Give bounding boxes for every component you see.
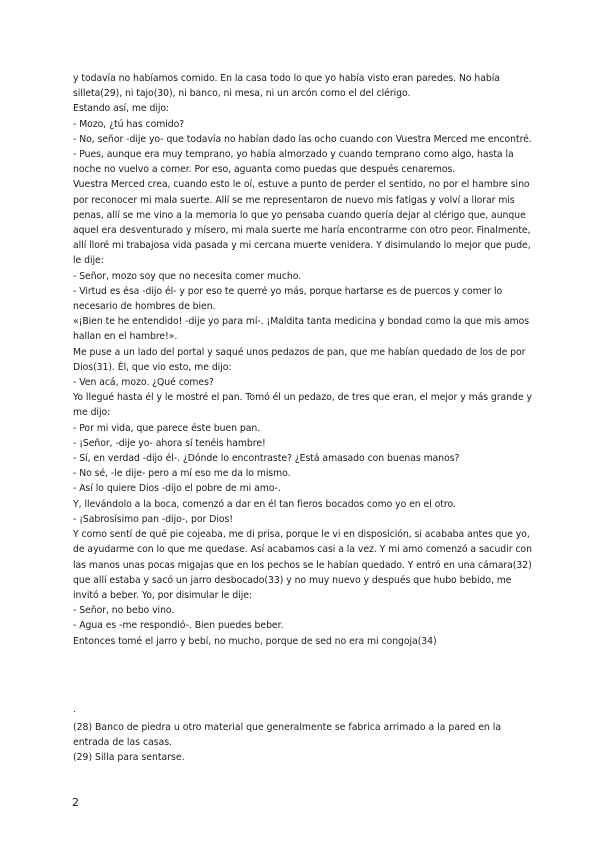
paragraph: y todavía no habíamos comido. En la casa todo lo que yo había visto eran paredes. No había silleta(29), ni tajo(30), ni banco, ni mesa, ni un arcón como el del clérigo. bbox=[73, 73, 500, 100]
paragraph: - ¡Señor, -dije yo- ahora sí tenéis hambre! bbox=[73, 437, 266, 449]
paragraph: - Así lo quiere Dios -dijo el pobre de mi amo-. bbox=[73, 483, 281, 495]
paragraph: - Señor, no bebo vino. bbox=[73, 605, 175, 617]
paragraph: - Por mi vida, que parece éste buen pan. bbox=[73, 422, 261, 434]
paragraph: - ¡Sabrosísimo pan -dijo-, por Dios! bbox=[73, 513, 233, 525]
footnote-separator: . bbox=[73, 705, 76, 715]
paragraph: Vuestra Merced crea, cuando esto le oí, estuve a punto de perder el sentido, no por el hambre sino por reconocer mi mala suerte. Allí se me representaron de nuevo mis fatigas y volví a llorar mis penas, allí se me vino a la memoria lo que yo pensaba cuando quería dejar al clérigo que, aunque aquel era desventurado y mísero, mi mala suerte me haría encontrarme con otro peor. Finalmente, allí lloré mi trabajosa vida pasada y mi cercana muerte venidera. Y disimulando lo mejor que pude, le dije: bbox=[73, 179, 531, 267]
paragraph: - Ven acá, mozo. ¿Qué comes? bbox=[73, 377, 214, 389]
paragraph: - Mozo, ¿tú has comido? bbox=[73, 118, 185, 130]
paragraph: - No, señor -dije yo- que todavía no habían dado las ocho cuando con Vuestra Merced me encontré. bbox=[73, 133, 532, 145]
paragraph: - Agua es -me respondió-. Bien puedes beber. bbox=[73, 620, 284, 632]
paragraph: - Virtud es ésa -dijo él- y por eso te querré yo más, porque hartarse es de puercos y comer lo necesario de hombres de bien. bbox=[73, 285, 503, 313]
page-number: 2 bbox=[72, 796, 79, 809]
footnotes bbox=[73, 720, 533, 766]
paragraph: Me puse a un lado del portal y saqué unos pedazos de pan, que me habían quedado de los de por Dios(31). Él, que vio esto, me dijo: bbox=[73, 346, 526, 373]
paragraph: - Pues, aunque era muy temprano, yo había almorzado y cuando temprano como algo, hasta la noche no vuelvo a comer. Por eso, aguanta como puedas que después cenaremos. bbox=[73, 149, 514, 176]
body-text bbox=[73, 71, 533, 649]
paragraph: - Sí, en verdad -dijo él-. ¿Dónde lo encontraste? ¿Está amasado con buenas manos? bbox=[73, 453, 460, 465]
footnote: (29) Silla para sentarse. bbox=[73, 752, 185, 764]
paragraph: Entonces tomé el jarro y bebí, no mucho, porque de sed no era mi congoja(34) bbox=[73, 635, 437, 647]
paragraph: Y como sentí de qué pie cojeaba, me di prisa, porque le vi en disposición, si acababa antes que yo, de ayudarme con lo que me quedase. Así acabamos casi a la vez. Y mi amo comenzó a sacudir con las manos unas pocas migajas que en los pechos se le habían quedado. Y entró en una cámara(32) que allí estaba y sacó un jarro desbocado(33) y no muy nuevo y después que hubo bebido, me invitó a beber. Yo, por disimular le dije: bbox=[73, 529, 532, 601]
paragraph: Estando así, me dijo: bbox=[73, 103, 170, 115]
paragraph: Y, llevándolo a la boca, comenzó a dar en él tan fieros bocados como yo en el otro. bbox=[73, 498, 456, 510]
footnote: (28) Banco de piedra u otro material que generalmente se fabrica arrimado a la pared en la entrada de las casas. bbox=[73, 722, 502, 749]
paragraph: «¡Bien te he entendido! -dije yo para mí-. ¡Maldita tanta medicina y bondad como la que mis amos hallan en el hambre!». bbox=[73, 316, 530, 343]
paragraph: - No sé, -le dije- pero a mí eso me da lo mismo. bbox=[73, 468, 291, 480]
paragraph: - Señor, mozo soy que no necesita comer mucho. bbox=[73, 270, 302, 282]
paragraph: Yo llegué hasta él y le mostré el pan. Tomó él un pedazo, de tres que eran, el mejor y más grande y me dijo: bbox=[73, 392, 532, 419]
